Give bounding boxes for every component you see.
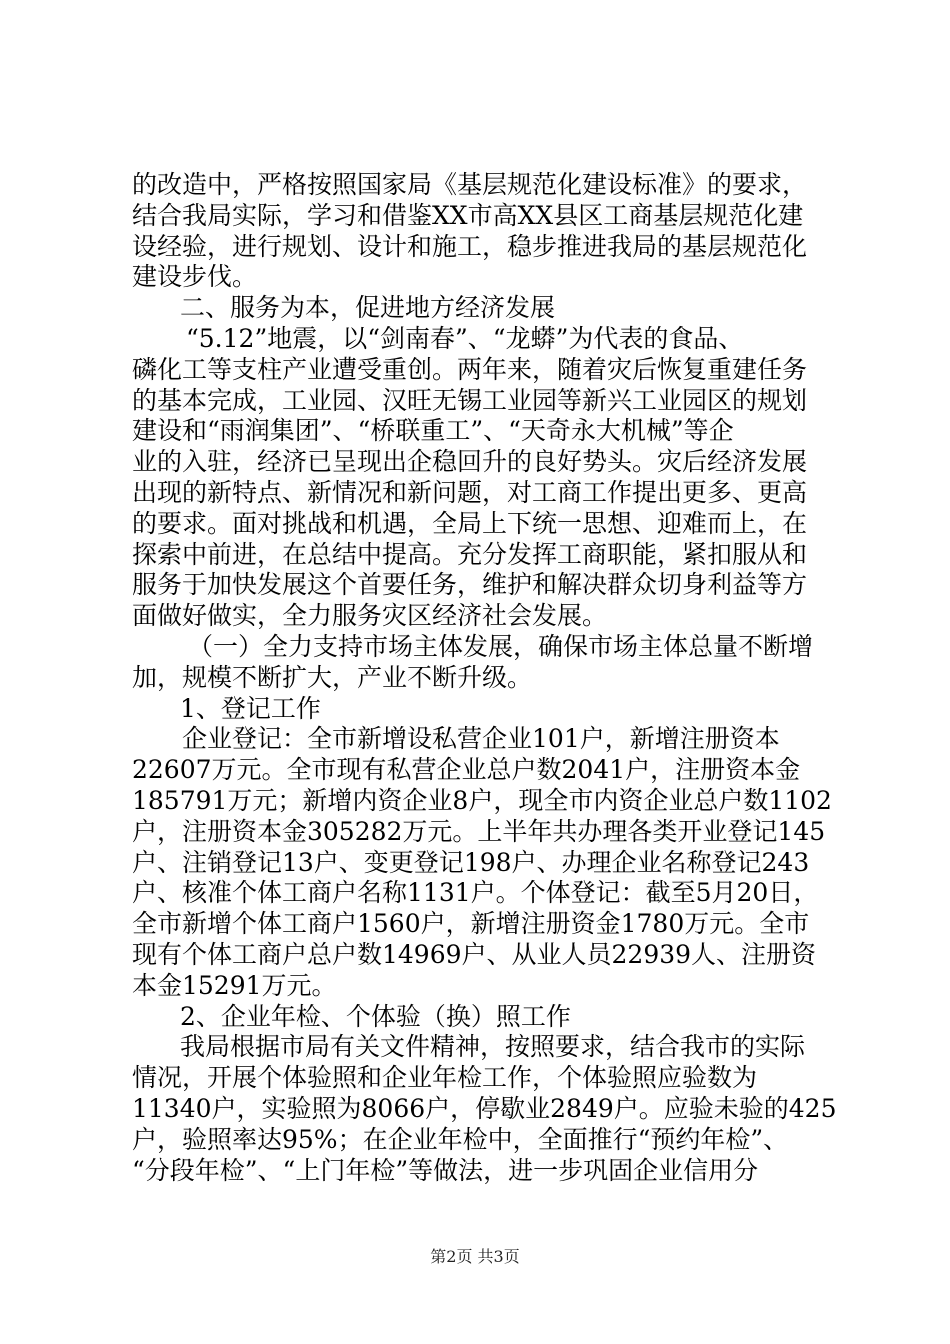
body-line: 业的入驻，经济已呈现出企稳回升的良好势头。灾后经济发展 — [132, 447, 808, 477]
body-line: 企业登记：全市新增设私营企业101户，新增注册资本 — [182, 724, 780, 754]
body-line: 的改造中，严格按照国家局《基层规范化建设标准》的要求， — [132, 170, 808, 199]
section-heading: 二、服务为本，促进地方经济发展 — [180, 293, 556, 323]
body-line: 探索中前进，在总结中提高。充分发挥工商职能，紧扣服从和 — [132, 539, 808, 569]
body-line: 户，注册资本金305282万元。上半年共办理各类开业登记145 — [132, 816, 826, 846]
body-line: 22607万元。全市现有私营企业总户数2041户，注册资本金 — [132, 755, 801, 785]
body-line: 我局根据市局有关文件精神，按照要求，结合我市的实际 — [180, 1032, 806, 1062]
body-line: 11340户，实验照为8066户，停歇业2849户。应验未验的425 — [132, 1093, 837, 1123]
body-line: 现有个体工商户总户数14969户、从业人员22939人、注册资 — [132, 939, 817, 969]
body-line: 本金15291万元。 — [132, 970, 337, 1000]
body-line: “分段年检”、“上门年检”等做法，进一步巩固企业信用分 — [132, 1155, 759, 1185]
body-line: 结合我局实际，学习和借鉴XX市高XX县区工商基层规范化建 — [132, 200, 804, 230]
body-line: 加，规模不断扩大，产业不断升级。 — [132, 662, 533, 692]
body-line: 磷化工等支柱产业遭受重创。两年来，随着灾后恢复重建任务 — [132, 354, 808, 384]
item-heading: 1、登记工作 — [180, 693, 321, 723]
body-line: 建设和“雨润集团”、“桥联重工”、“天奇永大机械”等企 — [132, 416, 734, 446]
page-number: 第2页 共3页 — [430, 1247, 520, 1266]
body-line: 户、注销登记13户、变更登记198户、办理企业名称登记243 — [132, 847, 810, 877]
page-footer — [0, 1244, 950, 1267]
body-line: 情况，开展个体验照和企业年检工作，个体验照应验数为 — [132, 1063, 758, 1093]
body-line: 面做好做实，全力服务灾区经济社会发展。 — [132, 601, 608, 631]
body-line: 建设步伐。 — [132, 262, 258, 292]
body-line: “5.12”地震，以“剑南春”、“龙蟒”为代表的食品、 — [186, 323, 744, 353]
subsection-heading: （一）全力支持市场主体发展，确保市场主体总量不断增 — [188, 631, 814, 661]
body-line: 的要求。面对挑战和机遇，全局上下统一思想、迎难而上，在 — [132, 508, 808, 538]
body-line: 设经验，进行规划、设计和施工，稳步推进我局的基层规范化 — [132, 231, 808, 261]
body-line: 服务于加快发展这个首要任务，维护和解决群众切身利益等方 — [132, 570, 808, 600]
body-line: 户，验照率达95%；在企业年检中，全面推行“预约年检”、 — [132, 1124, 789, 1154]
body-line: 户、核准个体工商户名称1131户。个体登记：截至5月20日， — [132, 878, 819, 908]
body-line: 出现的新特点、新情况和新问题，对工商工作提出更多、更高 — [132, 477, 808, 507]
body-line: 185791万元；新增内资企业8户，现全市内资企业总户数1102 — [132, 785, 832, 815]
item-heading: 2、企业年检、个体验（换）照工作 — [180, 1001, 571, 1031]
body-line: 的基本完成，工业园、汉旺无锡工业园等新兴工业园区的规划 — [132, 385, 808, 415]
document-body — [132, 170, 837, 1186]
body-line: 全市新增个体工商户1560户，新增注册资金1780万元。全市 — [132, 909, 810, 939]
